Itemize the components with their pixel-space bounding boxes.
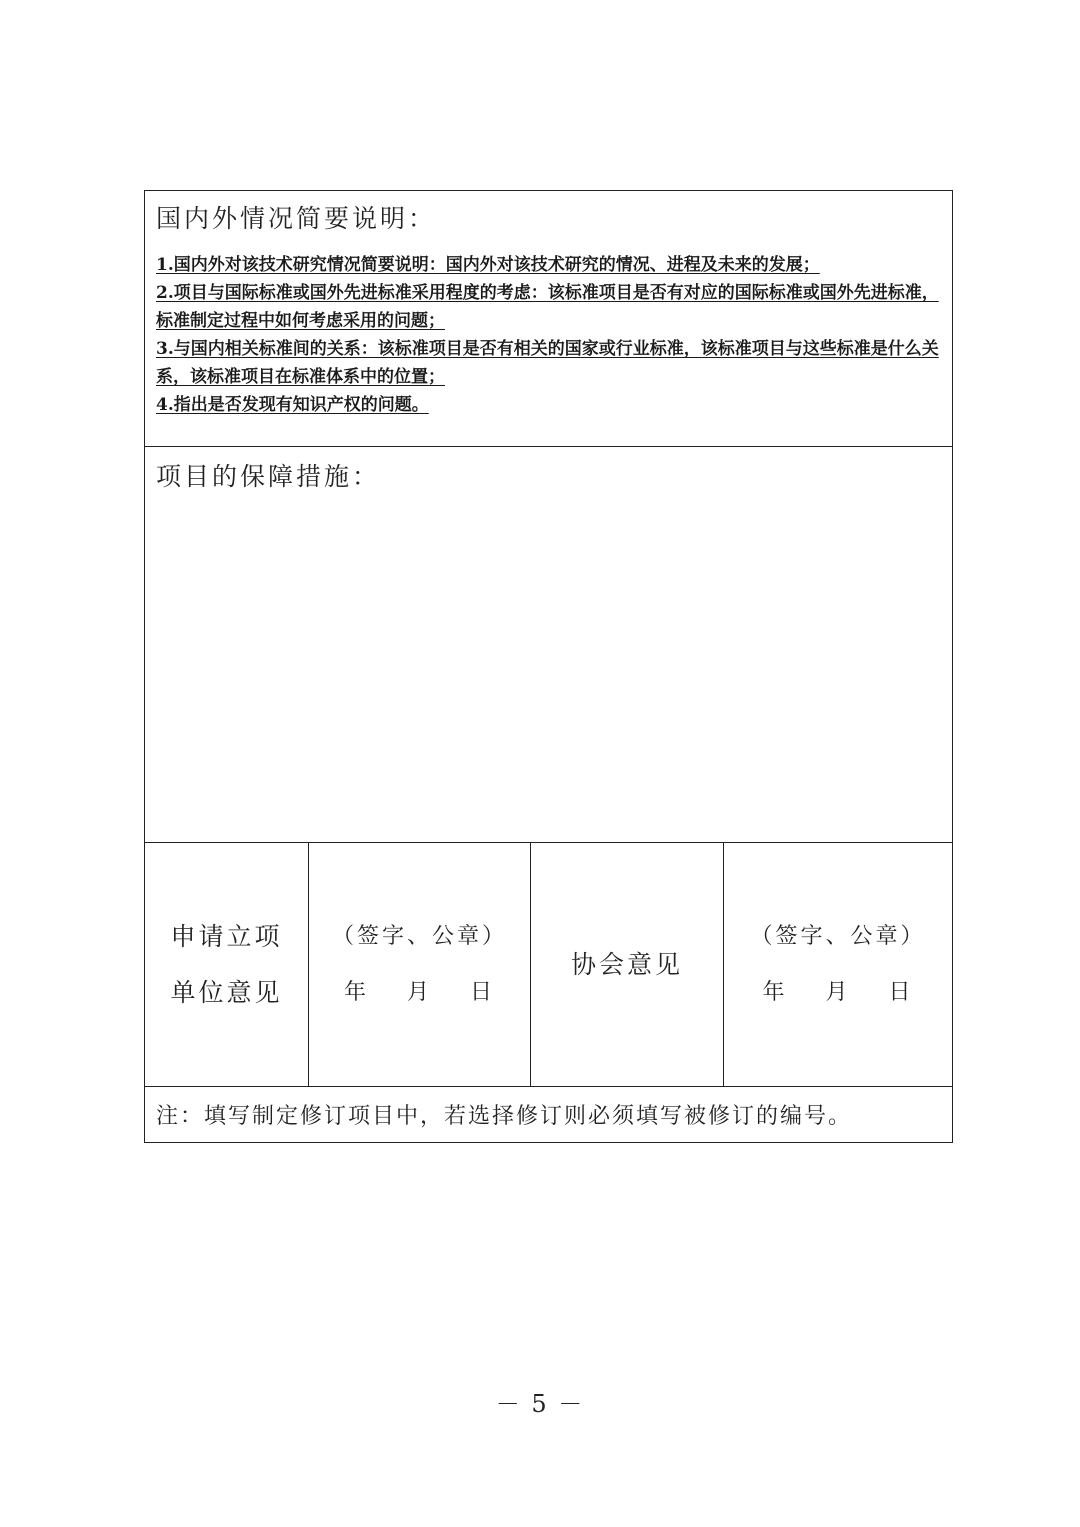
applicant-label-line2: 单位意见	[170, 977, 283, 1007]
guide-item-3: 3.与国内相关标准间的关系：该标准项目是否有相关的国家或行业标准，该标准项目与这些标准是什么关系，该标准项目在标准体系中的位置；	[156, 339, 939, 387]
association-date-month: 月	[825, 979, 851, 1005]
guide-item-1: 1.国内外对该技术研究情况简要说明：国内外对该技术研究的情况、进程及未来的发展；	[156, 255, 820, 275]
intl-guide-list	[156, 251, 942, 419]
association-date	[724, 965, 952, 1021]
footnote-text: 注：填写制定修订项目中，若选择修订则必须填写被修订的编号。	[156, 1104, 853, 1129]
page-number: － 5 －	[495, 1390, 585, 1418]
applicant-date	[309, 965, 530, 1021]
intl-situation-title: 国内外情况简要说明：	[156, 204, 437, 233]
guide-item-2: 2.项目与国际标准或国外先进标准采用程度的考虑：该标准项目是否有对应的国际标准或国外先进标准，标准制定过程中如何考虑采用的问题；	[156, 283, 939, 331]
association-date-year: 年	[762, 979, 788, 1005]
applicant-label-cell	[145, 843, 309, 1087]
association-date-day: 日	[888, 979, 914, 1005]
application-form-table	[144, 190, 953, 1143]
applicant-label-line1: 申请立项	[170, 921, 283, 951]
applicant-sign-note: （签字、公章）	[331, 923, 507, 949]
applicant-sign-cell[interactable]	[309, 843, 531, 1087]
association-label-cell	[531, 843, 724, 1087]
association-sign-note: （签字、公章）	[750, 923, 926, 949]
association-label: 协会意见	[570, 949, 683, 979]
guide-item-4: 4.指出是否发现有知识产权的问题。	[156, 395, 429, 415]
intl-situation-cell[interactable]	[145, 191, 953, 447]
applicant-date-month: 月	[406, 979, 432, 1005]
applicant-date-year: 年	[343, 979, 369, 1005]
applicant-date-day: 日	[470, 979, 496, 1005]
association-sign-cell[interactable]	[724, 843, 953, 1087]
guarantee-measures-cell[interactable]	[145, 447, 953, 843]
guarantee-measures-title: 项目的保障措施：	[156, 462, 381, 491]
footnote-cell	[145, 1087, 953, 1143]
